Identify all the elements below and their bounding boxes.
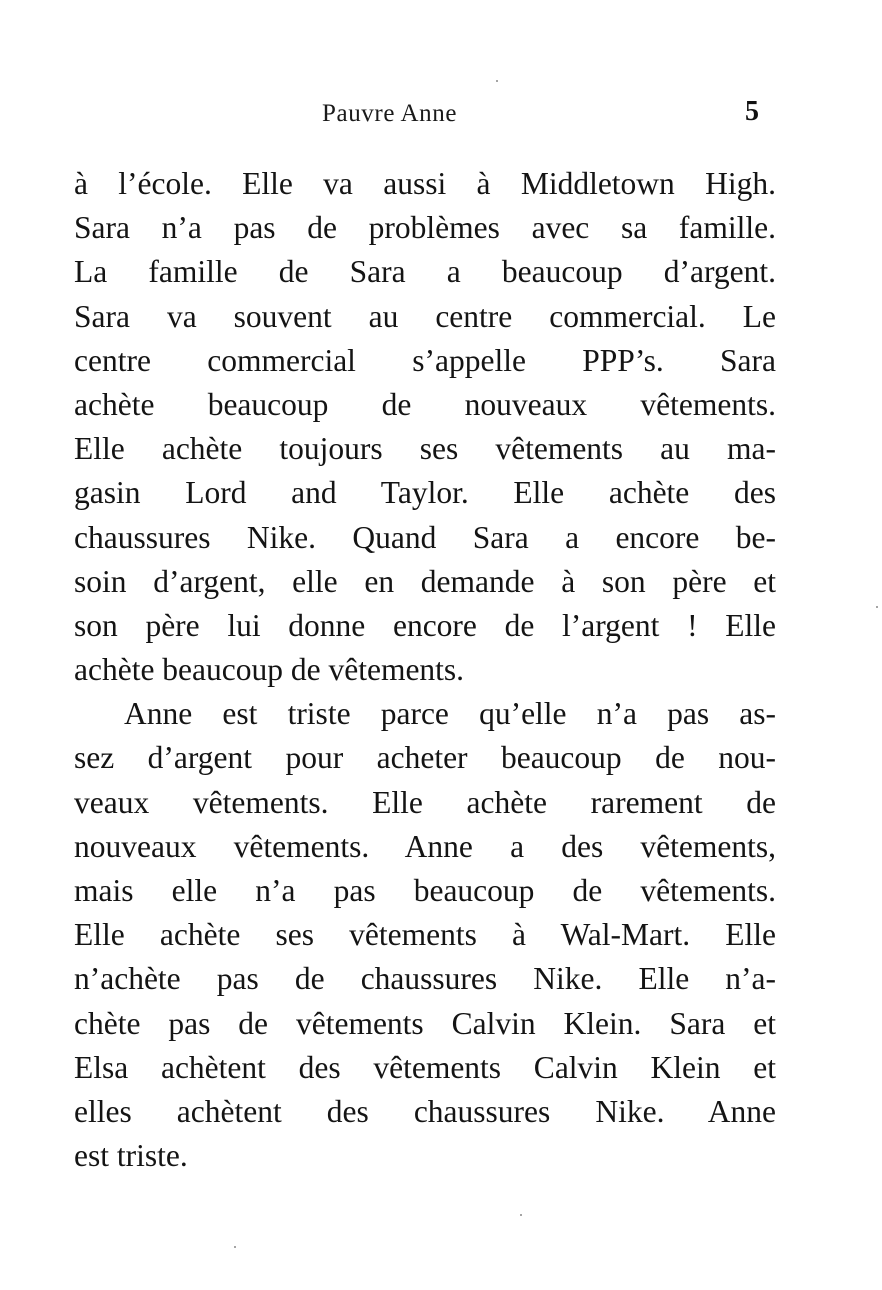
paragraph-2: [74, 692, 776, 1178]
text-line: Anne est triste parce qu’elle n’a pas as-: [124, 696, 776, 732]
text-line: achète beaucoup de nouveaux vêtements.: [74, 386, 776, 422]
page-number: 5: [745, 96, 759, 127]
text-line: soin d’argent, elle en demande à son père et: [74, 563, 776, 599]
text-line: achète beaucoup de vêtements.: [74, 652, 465, 688]
text-line: Elle achète ses vêtements à Wal-Mart. Elle: [74, 917, 776, 953]
page-header: [0, 96, 882, 136]
body-text: [74, 162, 776, 1178]
text-line: chaussures Nike. Quand Sara a encore be-: [74, 519, 776, 555]
print-speck: [496, 80, 498, 82]
text-line: veaux vêtements. Elle achète rarement de: [74, 784, 776, 820]
text-line: chète pas de vêtements Calvin Klein. Sara et: [74, 1005, 776, 1041]
text-line: Elsa achètent des vêtements Calvin Klein et: [74, 1049, 776, 1085]
text-line: Sara n’a pas de problèmes avec sa famille.: [74, 210, 776, 246]
text-line: gasin Lord and Taylor. Elle achète des: [74, 475, 776, 511]
text-line: mais elle n’a pas beaucoup de vêtements.: [74, 873, 776, 908]
print-speck: [234, 1246, 236, 1248]
text-line: à l’école. Elle va aussi à Middletown High.: [74, 166, 776, 201]
paragraph-1: [74, 162, 776, 692]
running-title: Pauvre Anne: [322, 100, 458, 127]
text-line: est triste.: [74, 1138, 188, 1174]
text-line: La famille de Sara a beaucoup d’argent.: [74, 254, 776, 290]
text-line: Elle achète toujours ses vêtements au ma-: [74, 431, 776, 467]
text-line: n’achète pas de chaussures Nike. Elle n’a-: [74, 961, 776, 997]
text-line: son père lui donne encore de l’argent ! Elle: [74, 607, 776, 643]
text-line: elles achètent des chaussures Nike. Anne: [74, 1093, 776, 1129]
text-line: nouveaux vêtements. Anne a des vêtements,: [74, 828, 776, 864]
text-line: centre commercial s’appelle PPP’s. Sara: [74, 342, 776, 378]
print-speck: [520, 1214, 522, 1216]
text-line: Sara va souvent au centre commercial. Le: [74, 298, 776, 334]
text-line: sez d’argent pour acheter beaucoup de nou-: [74, 740, 776, 776]
print-speck: [876, 606, 878, 608]
